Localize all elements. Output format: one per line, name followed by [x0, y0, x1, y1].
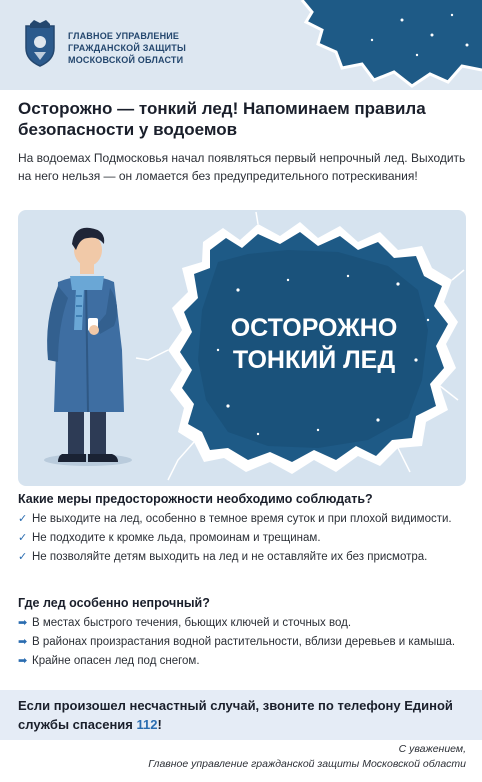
header-banner [0, 0, 482, 90]
list-item-text: Крайне опасен лед под снегом. [32, 655, 200, 667]
callout-suffix: ! [157, 717, 162, 732]
weak-ice-heading: Где лед особенно непрочный? [18, 596, 210, 610]
checkmark-icon: ✓ [18, 513, 28, 525]
article-intro: На водоемах Подмосковья начал появляться первый непрочный лед. Выходить на него нельзя — он ломается без предупредительного потрескивания! [18, 151, 466, 183]
signature [148, 742, 466, 772]
list-item [18, 634, 468, 651]
warning-line-2: ТОНКИЙ ЛЕД [232, 346, 396, 374]
arrow-right-icon: ➡ [18, 617, 28, 629]
emergency-callout [0, 690, 482, 740]
org-name-line: ГРАЖДАНСКОЙ ЗАЩИТЫ [68, 43, 187, 53]
list-item [18, 511, 468, 528]
list-item [18, 530, 468, 547]
thin-ice-illustration [18, 210, 466, 486]
precautions-heading: Какие меры предосторожности необходимо соблюдать? [18, 492, 373, 506]
list-item-text: В районах произрастания водной растительности, вблизи деревьев и камыша. [32, 636, 456, 648]
person-figure [44, 228, 132, 466]
warning-line-1: ОСТОРОЖНО [230, 314, 398, 342]
checkmark-icon: ✓ [18, 532, 28, 544]
list-item-text: Не выходите на лед, особенно в темное время суток и при плохой видимости. [32, 513, 452, 525]
checkmark-icon: ✓ [18, 551, 28, 563]
signature-org: Главное управление гражданской защиты Московской области [148, 758, 466, 770]
arrow-right-icon: ➡ [18, 655, 28, 667]
list-item-text: Не позволяйте детям выходить на лед и не оставляйте их без присмотра. [32, 551, 428, 563]
ice-hole-decoration [282, 0, 482, 90]
callout-text: Если произошел несчастный случай, звоните по телефону Единой службы спасения [18, 698, 453, 732]
arrow-right-icon: ➡ [18, 636, 28, 648]
emergency-number[interactable]: 112 [136, 717, 158, 732]
list-item-text: В местах быстрого течения, бьющих ключей и сточных вод. [32, 617, 352, 629]
weak-ice-section [18, 596, 468, 672]
coat-of-arms-icon [20, 20, 60, 68]
list-item [18, 653, 468, 670]
org-name [68, 30, 186, 66]
list-item [18, 549, 468, 566]
article-title: Осторожно — тонкий лед! Напоминаем правила безопасности у водоемов [18, 99, 426, 139]
signature-greeting: С уважением, [398, 743, 466, 755]
list-item-text: Не подходите к кромке льда, промоинам и трещинам. [32, 532, 321, 544]
list-item [18, 615, 468, 632]
org-name-line: ГЛАВНОЕ УПРАВЛЕНИЕ [68, 31, 180, 41]
precautions-section [18, 492, 468, 568]
illustration-canvas [18, 210, 466, 486]
org-name-line: МОСКОВСКОЙ ОБЛАСТИ [68, 55, 184, 65]
